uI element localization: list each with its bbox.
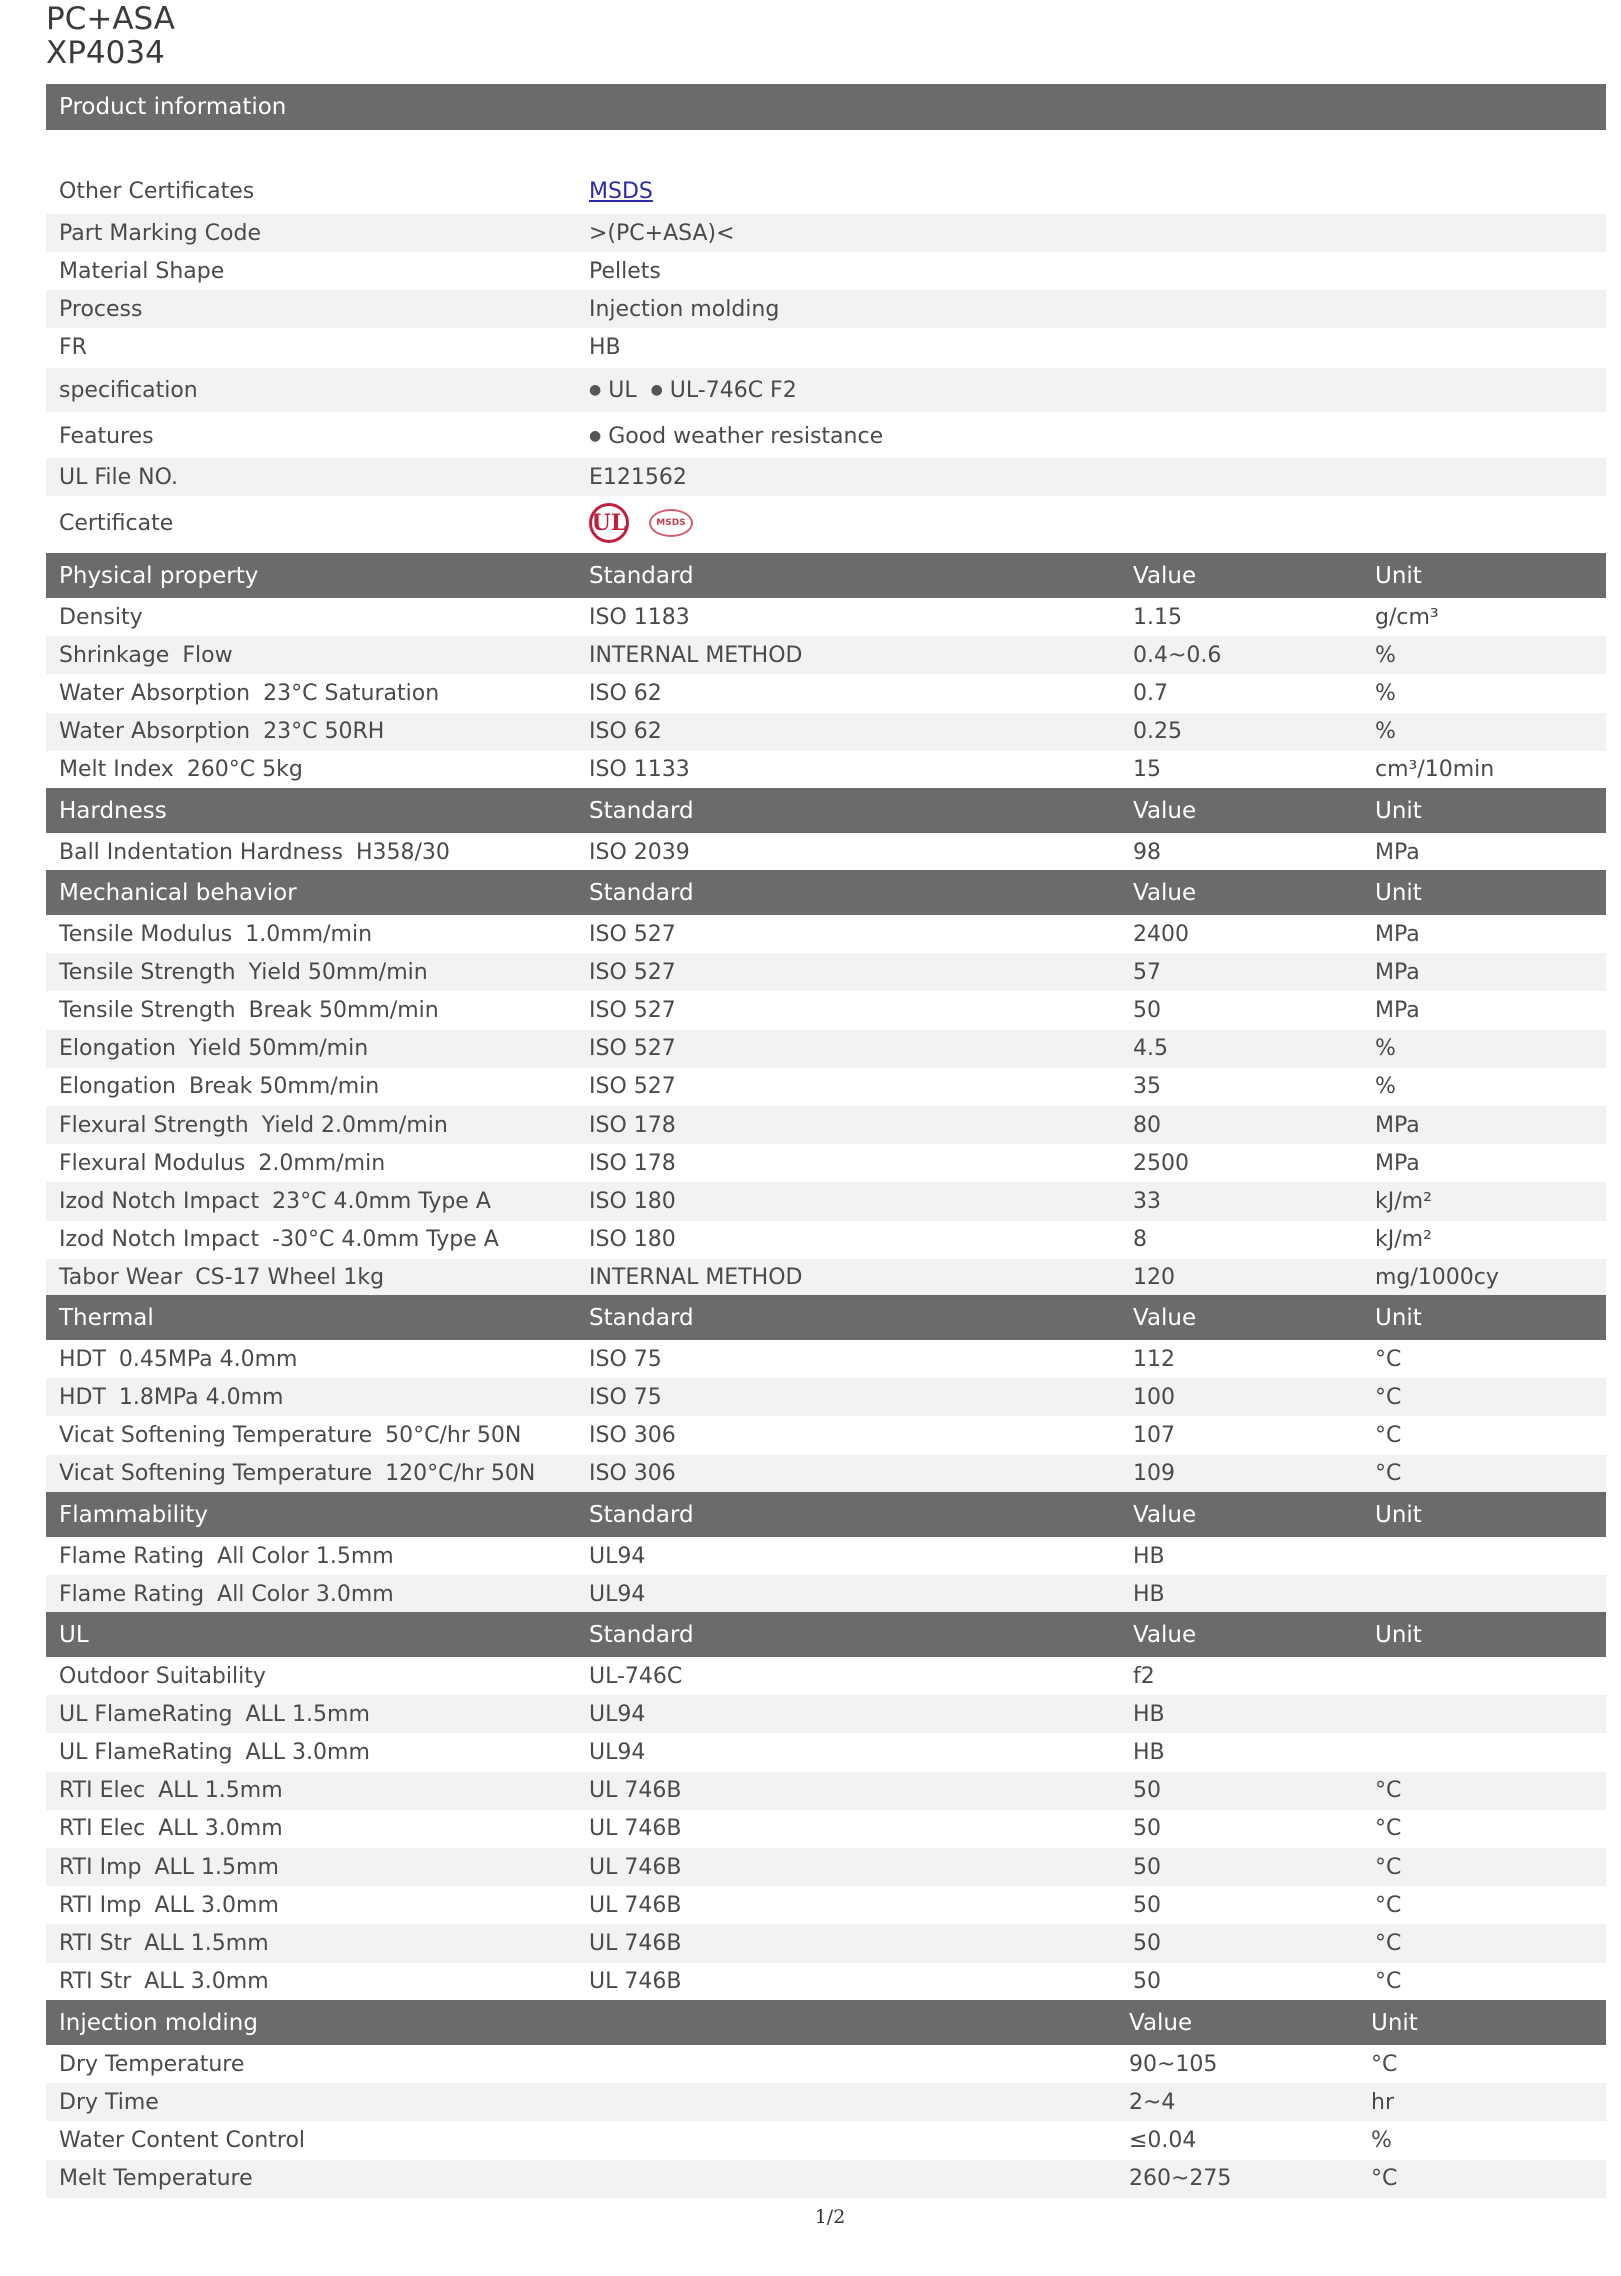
info-row-specification: [46, 368, 1606, 412]
info-value: E121562: [589, 464, 687, 490]
property-unit: °C: [1371, 2166, 1398, 2192]
property-row: [46, 713, 1606, 751]
property-standard: UL94: [589, 1543, 646, 1569]
property-value: 35: [1133, 1074, 1161, 1100]
info-value: ● Good weather resistance: [589, 423, 884, 449]
property-value: 2400: [1133, 921, 1189, 947]
property-name: RTI Elec ALL 1.5mm: [59, 1778, 283, 1804]
property-value: 50: [1133, 1816, 1161, 1842]
test-condition: 23°C 4.0mm Type A: [272, 1188, 491, 1214]
product-grade-title: XP4034: [46, 35, 165, 71]
property-unit: °C: [1375, 1892, 1402, 1918]
property-standard: ISO 306: [589, 1461, 676, 1487]
property-unit: °C: [1375, 1384, 1402, 1410]
info-row-certificate: [46, 496, 1606, 550]
test-condition: Break 50mm/min: [189, 1074, 380, 1100]
property-name: Melt Index 260°C 5kg: [59, 757, 303, 783]
property-row: [46, 1416, 1606, 1454]
property-name: Elongation Break 50mm/min: [59, 1074, 380, 1100]
property-unit: %: [1375, 719, 1396, 745]
info-row-process: [46, 290, 1606, 328]
section-header-injection-molding: [46, 2000, 1606, 2046]
unit-column-header: Unit: [1375, 563, 1422, 589]
property-name: Tensile Strength Yield 50mm/min: [59, 959, 428, 985]
value-column-header: Value: [1129, 2010, 1193, 2036]
property-value: HB: [1133, 1701, 1165, 1727]
property-value: 15: [1133, 757, 1161, 783]
standard-column-header: Standard: [589, 798, 694, 824]
property-unit: MPa: [1375, 959, 1420, 985]
section-title: Injection molding: [59, 2010, 258, 2036]
property-unit: kJ/m²: [1375, 1227, 1432, 1253]
property-name: Water Absorption 23°C 50RH: [59, 719, 385, 745]
test-condition: -30°C 4.0mm Type A: [272, 1227, 499, 1253]
test-condition: 120°C/hr 50N: [385, 1461, 536, 1487]
property-name: Vicat Softening Temperature 50°C/hr 50N: [59, 1422, 522, 1448]
property-name: RTI Str ALL 1.5mm: [59, 1930, 269, 1956]
test-condition: Flow: [182, 642, 233, 668]
unit-column-header: Unit: [1375, 880, 1422, 906]
property-standard: ISO 180: [589, 1188, 676, 1214]
property-standard: ISO 178: [589, 1150, 676, 1176]
property-row: [46, 2121, 1606, 2159]
property-standard: UL 746B: [589, 1816, 682, 1842]
property-name: Water Content Control: [59, 2127, 306, 2153]
property-value: HB: [1133, 1581, 1165, 1607]
property-row: [46, 1340, 1606, 1378]
property-name: Water Absorption 23°C Saturation: [59, 680, 440, 706]
standard-column-header: Standard: [589, 1502, 694, 1528]
property-unit: mg/1000cy: [1375, 1265, 1499, 1291]
property-value: HB: [1133, 1739, 1165, 1765]
test-condition: 1.8MPa 4.0mm: [118, 1384, 284, 1410]
property-value: 4.5: [1133, 1036, 1168, 1062]
property-unit: °C: [1375, 1930, 1402, 1956]
info-label: Other Certificates: [59, 178, 255, 204]
info-label: UL File NO.: [59, 464, 179, 490]
property-row: [46, 1810, 1606, 1848]
property-row: [46, 915, 1606, 953]
property-standard: UL94: [589, 1739, 646, 1765]
property-standard: ISO 527: [589, 1074, 676, 1100]
property-value: 0.7: [1133, 680, 1168, 706]
value-column-header: Value: [1133, 1622, 1197, 1648]
info-label: Certificate: [59, 510, 174, 536]
property-value: f2: [1133, 1663, 1155, 1689]
property-row: [46, 833, 1606, 871]
property-standard: ISO 178: [589, 1112, 676, 1138]
property-standard: INTERNAL METHOD: [589, 1265, 803, 1291]
info-row-material-shape: [46, 252, 1606, 290]
property-name: Ball Indentation Hardness H358/30: [59, 839, 450, 865]
property-standard: ISO 527: [589, 959, 676, 985]
property-value: 0.25: [1133, 719, 1182, 745]
property-value: 50: [1133, 1778, 1161, 1804]
info-row-other-certificates: [46, 172, 1606, 210]
info-label: Part Marking Code: [59, 220, 262, 246]
property-standard: ISO 2039: [589, 839, 690, 865]
property-unit: cm³/10min: [1375, 757, 1495, 783]
property-name: Vicat Softening Temperature 120°C/hr 50N: [59, 1461, 536, 1487]
property-row: [46, 674, 1606, 712]
property-value: 107: [1133, 1422, 1175, 1448]
property-standard: UL 746B: [589, 1930, 682, 1956]
test-condition: ALL 1.5mm: [158, 1778, 283, 1804]
property-standard: UL 746B: [589, 1969, 682, 1995]
property-unit: °C: [1375, 1461, 1402, 1487]
test-condition: 23°C Saturation: [263, 680, 440, 706]
property-value: 109: [1133, 1461, 1175, 1487]
value-column-header: Value: [1133, 563, 1197, 589]
property-unit: °C: [1375, 1422, 1402, 1448]
property-unit: %: [1371, 2127, 1392, 2153]
unit-column-header: Unit: [1375, 1622, 1422, 1648]
info-row-features: [46, 414, 1606, 458]
test-condition: ALL 1.5mm: [144, 1930, 269, 1956]
test-condition: ALL 3.0mm: [245, 1739, 370, 1765]
info-value: HB: [589, 334, 621, 360]
test-condition: ALL 3.0mm: [144, 1969, 269, 1995]
property-standard: UL 746B: [589, 1892, 682, 1918]
section-header-mechanical-behavior: [46, 870, 1606, 916]
property-name: Density: [59, 604, 143, 630]
property-name: Dry Temperature: [59, 2051, 245, 2077]
bullet-icon: ●: [589, 382, 602, 398]
test-condition: Yield 50mm/min: [248, 959, 428, 985]
info-value: >(PC+ASA)<: [589, 220, 735, 246]
property-name: Melt Temperature: [59, 2166, 253, 2192]
info-label: Material Shape: [59, 258, 225, 284]
property-value: 50: [1133, 1854, 1161, 1880]
msds-logo-icon[interactable]: MSDS: [649, 509, 693, 537]
property-row: [46, 1221, 1606, 1259]
property-row: [46, 1848, 1606, 1886]
property-name: Flame Rating All Color 3.0mm: [59, 1581, 394, 1607]
standard-column-header: Standard: [589, 880, 694, 906]
property-standard: ISO 75: [589, 1346, 662, 1372]
property-standard: ISO 62: [589, 680, 662, 706]
property-value: 50: [1133, 1969, 1161, 1995]
section-header-flammability: [46, 1492, 1606, 1538]
test-condition: 260°C 5kg: [186, 757, 303, 783]
standard-column-header: Standard: [589, 1622, 694, 1648]
product-information-header: [46, 84, 1606, 130]
property-standard: ISO 527: [589, 921, 676, 947]
property-name: RTI Imp ALL 3.0mm: [59, 1892, 279, 1918]
property-name: Tensile Strength Break 50mm/min: [59, 997, 439, 1023]
property-standard: ISO 75: [589, 1384, 662, 1410]
unit-column-header: Unit: [1375, 798, 1422, 824]
property-standard: UL 746B: [589, 1778, 682, 1804]
info-row-part-marking-code: [46, 214, 1606, 252]
property-name: UL FlameRating ALL 3.0mm: [59, 1739, 370, 1765]
info-row-fr: [46, 328, 1606, 366]
property-row: [46, 636, 1606, 674]
standard-column-header: Standard: [589, 563, 694, 589]
info-row-ul-file-no: [46, 458, 1606, 496]
test-condition: ALL 1.5mm: [154, 1854, 279, 1880]
property-row: [46, 2083, 1606, 2121]
info-value: Injection molding: [589, 296, 780, 322]
standard-column-header: Standard: [589, 1305, 694, 1331]
property-value: 2~4: [1129, 2089, 1176, 2115]
property-value: 1.15: [1133, 604, 1182, 630]
section-title: Thermal: [59, 1305, 154, 1331]
section-title: Product information: [59, 94, 287, 120]
property-unit: °C: [1375, 1969, 1402, 1995]
property-row: [46, 1537, 1606, 1575]
property-name: RTI Elec ALL 3.0mm: [59, 1816, 283, 1842]
property-unit: MPa: [1375, 1150, 1420, 1176]
section-header-ul: [46, 1612, 1606, 1658]
value-column-header: Value: [1133, 1305, 1197, 1331]
test-condition: All Color 1.5mm: [217, 1543, 394, 1569]
property-name: UL FlameRating ALL 1.5mm: [59, 1701, 370, 1727]
property-row: [46, 1963, 1606, 2001]
test-condition: ALL 3.0mm: [158, 1816, 283, 1842]
property-row: [46, 1924, 1606, 1962]
property-name: Tabor Wear CS-17 Wheel 1kg: [59, 1265, 385, 1291]
property-value: HB: [1133, 1543, 1165, 1569]
test-condition: Break 50mm/min: [248, 997, 439, 1023]
property-unit: MPa: [1375, 839, 1420, 865]
property-name: Izod Notch Impact -30°C 4.0mm Type A: [59, 1227, 499, 1253]
property-row: [46, 1068, 1606, 1106]
property-unit: kJ/m²: [1375, 1188, 1432, 1214]
bullet-icon: ●: [589, 428, 602, 444]
certificate-logos: [589, 496, 693, 550]
test-condition: 50°C/hr 50N: [385, 1422, 522, 1448]
property-name: HDT 0.45MPa 4.0mm: [59, 1346, 298, 1372]
test-condition: Yield 2.0mm/min: [261, 1112, 448, 1138]
msds-link[interactable]: MSDS: [589, 178, 653, 204]
info-label: Process: [59, 296, 143, 322]
property-value: 50: [1133, 997, 1161, 1023]
info-value: Pellets: [589, 258, 661, 284]
property-row: [46, 1575, 1606, 1613]
test-condition: 2.0mm/min: [258, 1150, 386, 1176]
property-row: [46, 1030, 1606, 1068]
property-value: 100: [1133, 1384, 1175, 1410]
property-row: [46, 1144, 1606, 1182]
property-row: [46, 2160, 1606, 2198]
property-row: [46, 751, 1606, 789]
property-row: [46, 1106, 1606, 1144]
property-row: [46, 1695, 1606, 1733]
property-row: [46, 1886, 1606, 1924]
property-name: RTI Str ALL 3.0mm: [59, 1969, 269, 1995]
property-name: HDT 1.8MPa 4.0mm: [59, 1384, 284, 1410]
unit-column-header: Unit: [1371, 2010, 1418, 2036]
test-condition: 23°C 50RH: [263, 719, 385, 745]
property-unit: %: [1375, 1074, 1396, 1100]
test-condition: ALL 1.5mm: [245, 1701, 370, 1727]
property-value: ≤0.04: [1129, 2127, 1197, 2153]
property-unit: °C: [1375, 1816, 1402, 1842]
property-row: [46, 1733, 1606, 1771]
property-value: 33: [1133, 1188, 1161, 1214]
property-standard: ISO 180: [589, 1227, 676, 1253]
property-value: 90~105: [1129, 2051, 1218, 2077]
property-standard: UL-746C: [589, 1663, 683, 1689]
info-label: Features: [59, 423, 154, 449]
property-unit: %: [1375, 680, 1396, 706]
property-name: Flexural Strength Yield 2.0mm/min: [59, 1112, 448, 1138]
property-value: 8: [1133, 1227, 1147, 1253]
property-row: [46, 2045, 1606, 2083]
property-unit: hr: [1371, 2089, 1394, 2115]
section-title: Mechanical behavior: [59, 880, 297, 906]
section-header-thermal: [46, 1295, 1606, 1341]
property-name: Shrinkage Flow: [59, 642, 233, 668]
info-value: ● UL ● UL-746C F2: [589, 377, 797, 403]
property-value: 2500: [1133, 1150, 1189, 1176]
property-row: [46, 1259, 1606, 1297]
property-row: [46, 1657, 1606, 1695]
section-title: Hardness: [59, 798, 167, 824]
property-unit: %: [1375, 1036, 1396, 1062]
property-row: [46, 1772, 1606, 1810]
section-title: Physical property: [59, 563, 259, 589]
property-standard: UL94: [589, 1581, 646, 1607]
test-condition: 1.0mm/min: [245, 921, 373, 947]
property-unit: %: [1375, 642, 1396, 668]
property-name: Flame Rating All Color 1.5mm: [59, 1543, 394, 1569]
info-label: specification: [59, 377, 198, 403]
property-row: [46, 1378, 1606, 1416]
property-standard: ISO 1133: [589, 757, 690, 783]
property-value: 260~275: [1129, 2166, 1232, 2192]
value-column-header: Value: [1133, 798, 1197, 824]
property-name: RTI Imp ALL 1.5mm: [59, 1854, 279, 1880]
property-standard: ISO 306: [589, 1422, 676, 1448]
property-standard: INTERNAL METHOD: [589, 642, 803, 668]
page-number: 1/2: [814, 2206, 846, 2228]
test-condition: Yield 50mm/min: [189, 1036, 369, 1062]
test-condition: ALL 3.0mm: [154, 1892, 279, 1918]
property-row: [46, 598, 1606, 636]
property-value: 57: [1133, 959, 1161, 985]
property-unit: °C: [1375, 1854, 1402, 1880]
test-condition: All Color 3.0mm: [217, 1581, 394, 1607]
property-value: 50: [1133, 1892, 1161, 1918]
property-row: [46, 953, 1606, 991]
property-standard: ISO 527: [589, 997, 676, 1023]
property-name: Izod Notch Impact 23°C 4.0mm Type A: [59, 1188, 491, 1214]
section-title: UL: [59, 1622, 89, 1648]
section-title: Flammability: [59, 1502, 209, 1528]
property-unit: °C: [1375, 1346, 1402, 1372]
test-condition: CS-17 Wheel 1kg: [195, 1265, 385, 1291]
product-family-title: PC+ASA: [46, 1, 175, 37]
section-header-hardness: [46, 788, 1606, 834]
property-unit: g/cm³: [1375, 604, 1439, 630]
property-standard: UL94: [589, 1701, 646, 1727]
test-condition: H358/30: [355, 839, 450, 865]
property-name: Elongation Yield 50mm/min: [59, 1036, 369, 1062]
property-unit: MPa: [1375, 1112, 1420, 1138]
property-name: Tensile Modulus 1.0mm/min: [59, 921, 373, 947]
test-condition: 0.45MPa 4.0mm: [118, 1346, 298, 1372]
property-row: [46, 991, 1606, 1029]
property-standard: ISO 527: [589, 1036, 676, 1062]
property-row: [46, 1182, 1606, 1220]
property-name: Flexural Modulus 2.0mm/min: [59, 1150, 386, 1176]
value-column-header: Value: [1133, 1502, 1197, 1528]
property-unit: °C: [1371, 2051, 1398, 2077]
ul-logo-icon[interactable]: UL: [589, 503, 629, 543]
property-unit: MPa: [1375, 997, 1420, 1023]
property-value: 98: [1133, 839, 1161, 865]
property-name: Dry Time: [59, 2089, 159, 2115]
section-header-physical-property: [46, 553, 1606, 599]
property-standard: ISO 62: [589, 719, 662, 745]
unit-column-header: Unit: [1375, 1502, 1422, 1528]
property-value: 50: [1133, 1930, 1161, 1956]
property-name: Outdoor Suitability: [59, 1663, 266, 1689]
value-column-header: Value: [1133, 880, 1197, 906]
info-label: FR: [59, 334, 87, 360]
property-standard: UL 746B: [589, 1854, 682, 1880]
property-value: 120: [1133, 1265, 1175, 1291]
unit-column-header: Unit: [1375, 1305, 1422, 1331]
property-standard: ISO 1183: [589, 604, 690, 630]
property-row: [46, 1455, 1606, 1493]
property-value: 112: [1133, 1346, 1175, 1372]
property-unit: °C: [1375, 1778, 1402, 1804]
property-unit: MPa: [1375, 921, 1420, 947]
property-value: 80: [1133, 1112, 1161, 1138]
bullet-icon: ●: [650, 382, 663, 398]
property-value: 0.4~0.6: [1133, 642, 1222, 668]
